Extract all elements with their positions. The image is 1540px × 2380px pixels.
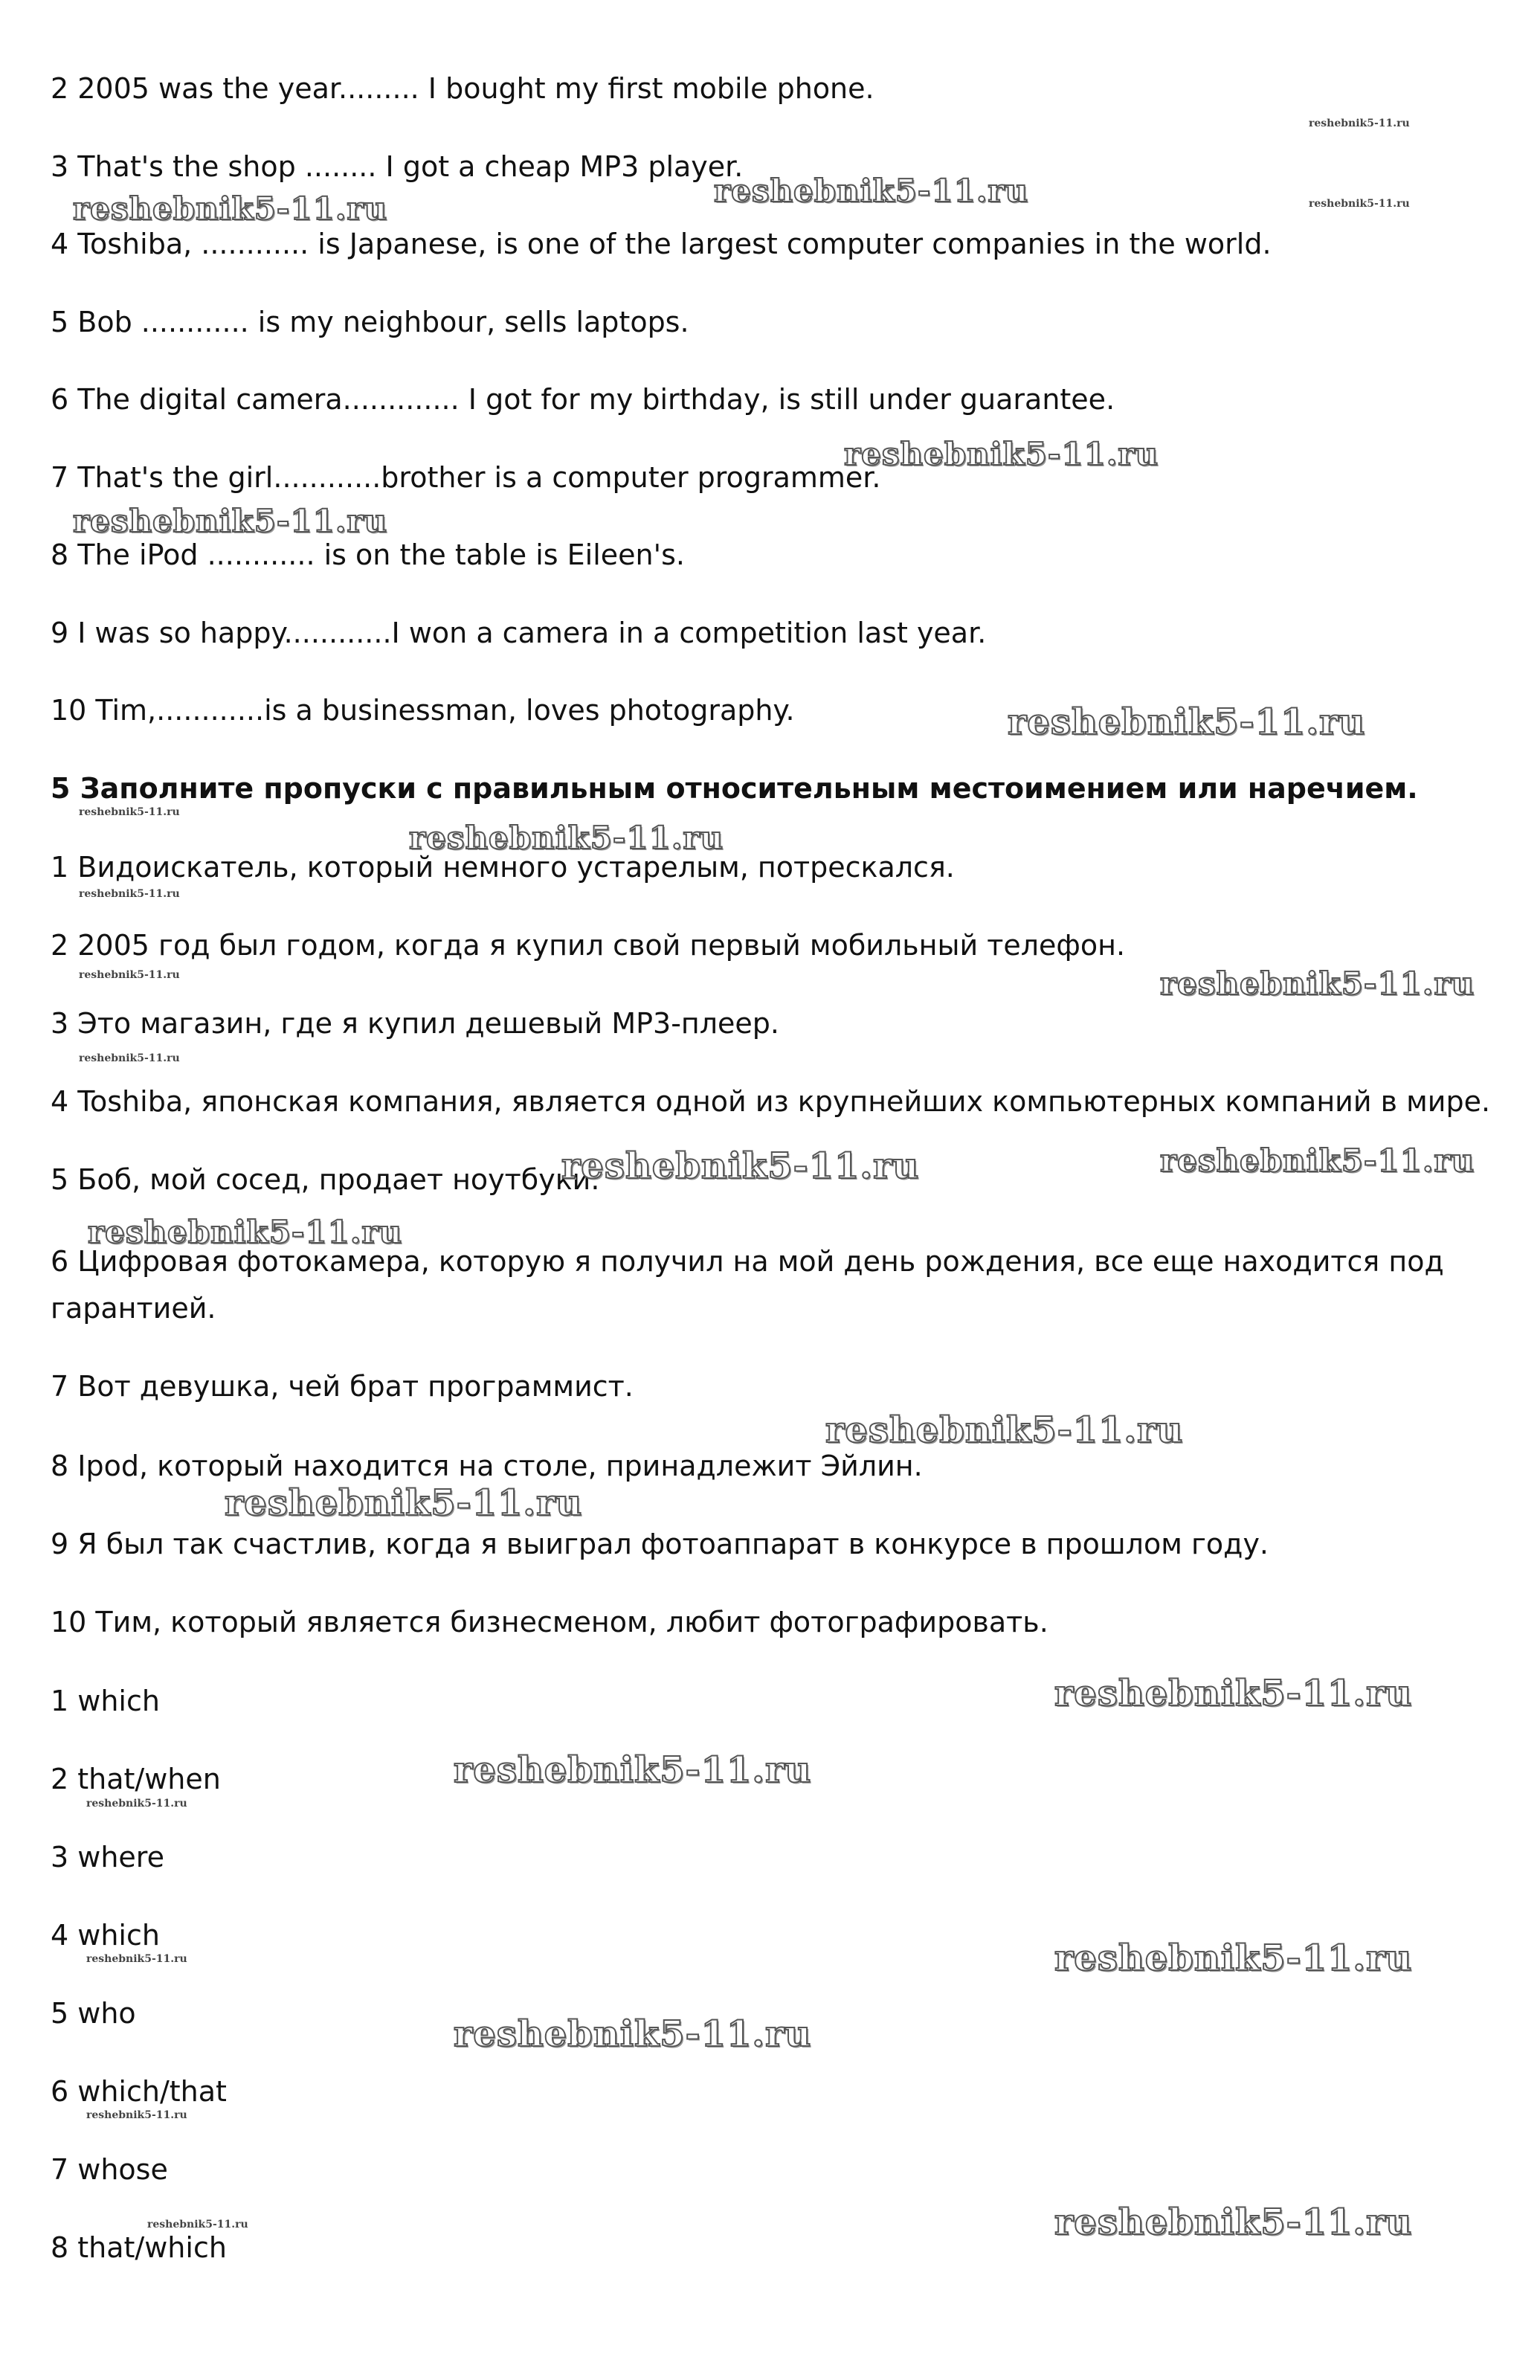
answer-6: 6 which/that — [51, 2075, 227, 2108]
watermark: reshebnik5-11.ru — [73, 503, 388, 539]
translation-10: 10 Тим, который является бизнесменом, любит фотографировать. — [51, 1606, 1048, 1638]
watermark: reshebnik5-11.ru — [1309, 198, 1410, 210]
exercise-sentence-2: 2 2005 was the year......... I bought my first mobile phone. — [51, 72, 874, 105]
watermark: reshebnik5-11.ru — [79, 888, 180, 900]
answer-3: 3 where — [51, 1841, 164, 1874]
answer-4: 4 which — [51, 1919, 160, 1952]
watermark: reshebnik5-11.ru — [88, 1214, 403, 1250]
answer-7: 7 whose — [51, 2153, 168, 2186]
translation-9: 9 Я был так счастлив, когда я выиграл фотоаппарат в конкурсе в прошлом году. — [51, 1528, 1269, 1560]
watermark: reshebnik5-11.ru — [825, 1409, 1184, 1451]
watermark: reshebnik5-11.ru — [561, 1145, 920, 1187]
exercise-sentence-8: 8 The iPod ............ is on the table is Eileen's. — [51, 538, 685, 571]
translation-5: 5 Боб, мой сосед, продает ноутбуки. — [51, 1163, 600, 1196]
answer-1: 1 which — [51, 1685, 160, 1717]
watermark: reshebnik5-11.ru — [1008, 701, 1366, 743]
watermark: reshebnik5-11.ru — [1054, 1673, 1413, 1714]
watermark: reshebnik5-11.ru — [147, 2219, 248, 2231]
watermark: reshebnik5-11.ru — [409, 820, 724, 856]
translation-7: 7 Вот девушка, чей брат программист. — [51, 1370, 634, 1403]
watermark: reshebnik5-11.ru — [454, 1749, 812, 1791]
watermark: reshebnik5-11.ru — [79, 969, 180, 981]
translation-6: 6 Цифровая фотокамера, которую я получил на мой день рождения, все еще находится под — [51, 1245, 1444, 1278]
watermark: reshebnik5-11.ru — [86, 1953, 187, 1965]
watermark: reshebnik5-11.ru — [454, 2013, 812, 2055]
watermark: reshebnik5-11.ru — [86, 2109, 187, 2121]
watermark: reshebnik5-11.ru — [86, 1798, 187, 1810]
exercise-sentence-3: 3 That's the shop ........ I got a cheap MP3 player. — [51, 150, 744, 183]
answer-8: 8 that/which — [51, 2231, 227, 2264]
exercise-sentence-4: 4 Toshiba, ............ is Japanese, is one of the largest computer companies in the world. — [51, 228, 1272, 260]
watermark: reshebnik5-11.ru — [73, 190, 388, 227]
translation-3: 3 Это магазин, где я купил дешевый MP3-плеер. — [51, 1007, 780, 1040]
translation-2: 2 2005 год был годом, когда я купил свой первый мобильный телефон. — [51, 929, 1126, 962]
watermark: reshebnik5-11.ru — [79, 806, 180, 818]
task-heading: 5 Заполните пропуски с правильным относительным местоимением или наречием. — [51, 772, 1418, 805]
exercise-sentence-6: 6 The digital camera............. I got for my birthday, is still under guarantee. — [51, 383, 1115, 416]
watermark: reshebnik5-11.ru — [844, 436, 1159, 472]
exercise-sentence-10: 10 Tim,............is a businessman, loves photography. — [51, 694, 795, 727]
watermark: reshebnik5-11.ru — [1160, 965, 1475, 1002]
translation-8: 8 Ipod, который находится на столе, принадлежит Эйлин. — [51, 1450, 923, 1482]
watermark: reshebnik5-11.ru — [1054, 1937, 1413, 1979]
watermark: reshebnik5-11.ru — [225, 1482, 583, 1524]
translation-4: 4 Toshiba, японская компания, является одной из крупнейших компьютерных компаний в мире. — [51, 1085, 1491, 1118]
watermark: reshebnik5-11.ru — [1309, 118, 1410, 129]
answer-2: 2 that/when — [51, 1763, 221, 1795]
watermark: reshebnik5-11.ru — [79, 1052, 180, 1064]
exercise-sentence-7: 7 That's the girl............brother is a computer programmer. — [51, 461, 881, 494]
watermark: reshebnik5-11.ru — [714, 173, 1029, 209]
exercise-sentence-5: 5 Bob ............ is my neighbour, sells laptops. — [51, 306, 689, 338]
answer-5: 5 who — [51, 1997, 136, 2030]
exercise-sentence-9: 9 I was so happy............I won a camera in a competition last year. — [51, 617, 987, 649]
translation-6-continued: гарантией. — [51, 1292, 216, 1325]
watermark: reshebnik5-11.ru — [1160, 1142, 1475, 1179]
watermark: reshebnik5-11.ru — [1054, 2202, 1413, 2243]
translation-1: 1 Видоискатель, который немного устарелым, потрескался. — [51, 851, 955, 884]
